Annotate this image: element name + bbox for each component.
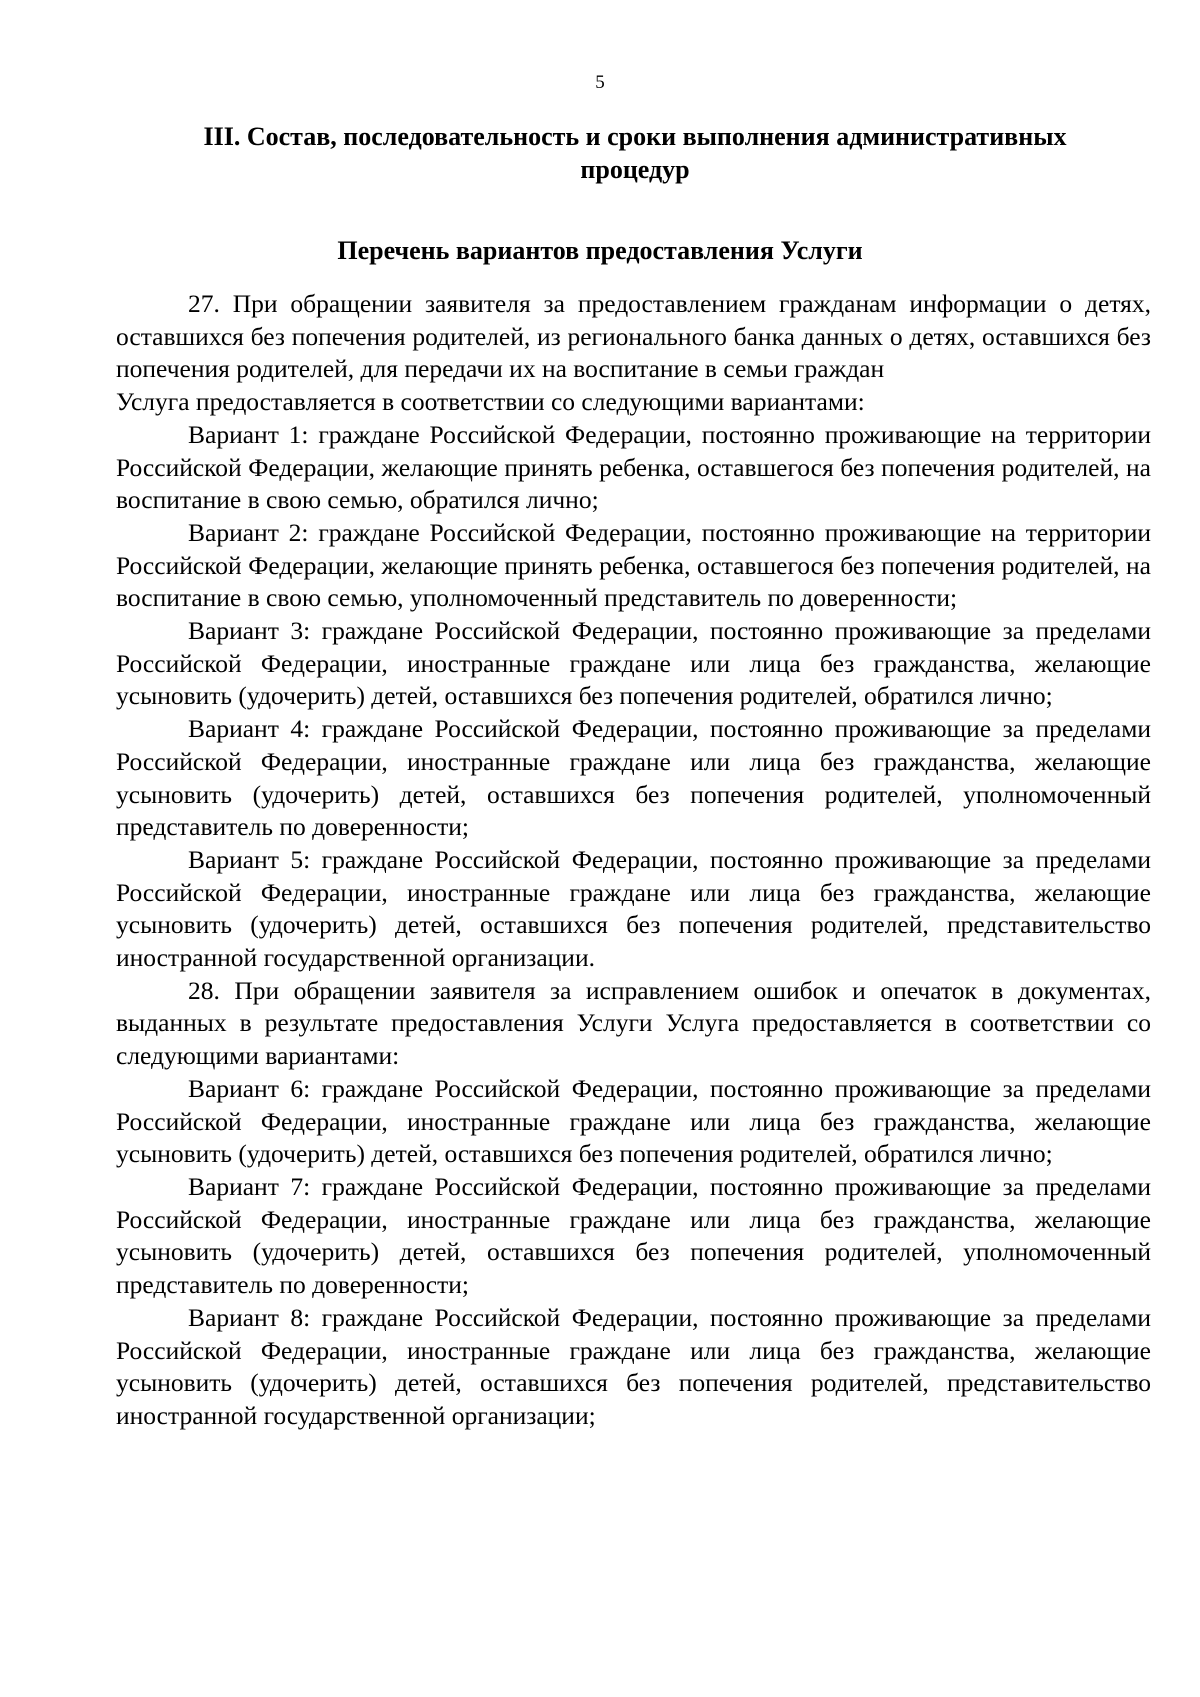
subsection-title: Перечень вариантов предоставления Услуги <box>337 236 863 265</box>
variant-4: Вариант 4: граждане Российской Федерации, постоянно проживающие за пределами Российской Федерации, иностранные граждане или лица без гражданства, желающие усыновить (удочерить) детей, оставшихся без попечения родителей, уполномоченный представитель по доверенности; <box>116 714 1151 842</box>
variant-6: Вариант 6: граждане Российской Федерации, постоянно проживающие за пределами Российской Федерации, иностранные граждане или лица без гражданства, желающие усыновить (удочерить) детей, оставшихся без попечения родителей, обратился лично; <box>116 1073 1151 1169</box>
paragraph-27: 27. При обращении заявителя за предоставлением гражданам информации о детях, оставшихся без попечения родителей, из регионального банка данных о детях, оставшихся без попечения родителей, для передачи их на воспитание в семьи граждан <box>116 289 1151 384</box>
variant-1: Вариант 1: граждане Российской Федерации, постоянно проживающие на территории Российской Федерации, желающие принять ребенка, оставшегося без попечения родителей, на воспитание в свою семью, обратился лично; <box>116 419 1151 515</box>
section-title: III. Состав, последовательность и сроки выполнения административных процедур <box>203 122 1067 184</box>
variant-2: Вариант 2: граждане Российской Федерации, постоянно проживающие на территории Российской Федерации, желающие принять ребенка, оставшегося без попечения родителей, на воспитание в свою семью, уполномоченный представитель по доверенности; <box>116 517 1151 613</box>
variant-5: Вариант 5: граждане Российской Федерации, постоянно проживающие за пределами Российской Федерации, иностранные граждане или лица без гражданства, желающие усыновить (удочерить) детей, оставшихся без попечения родителей, представительство иностранной государственной организации. <box>116 844 1151 973</box>
variant-3: Вариант 3: граждане Российской Федерации, постоянно проживающие за пределами Российской Федерации, иностранные граждане или лица без гражданства, желающие усыновить (удочерить) детей, оставшихся без попечения родителей, обратился лично; <box>116 616 1151 711</box>
variant-8: Вариант 8: граждане Российской Федерации, постоянно проживающие за пределами Российской Федерации, иностранные граждане или лица без гражданства, желающие усыновить (удочерить) детей, оставшихся без попечения родителей, представительство иностранной государственной организации; <box>116 1302 1151 1430</box>
document-body <box>116 288 1151 1433</box>
paragraph-28: 28. При обращении заявителя за исправлением ошибок и опечаток в документах, выданных в результате предоставления Услуги Услуга предоставляется в соответствии со следующими вариантами: <box>116 975 1151 1071</box>
page-number: 5 <box>595 72 605 93</box>
paragraph-27-continuation: Услуга предоставляется в соответствии со следующими вариантами: <box>116 387 865 417</box>
variant-7: Вариант 7: граждане Российской Федерации, постоянно проживающие за пределами Российской Федерации, иностранные граждане или лица без гражданства, желающие усыновить (удочерить) детей, оставшихся без попечения родителей, уполномоченный представитель по доверенности; <box>116 1171 1151 1300</box>
